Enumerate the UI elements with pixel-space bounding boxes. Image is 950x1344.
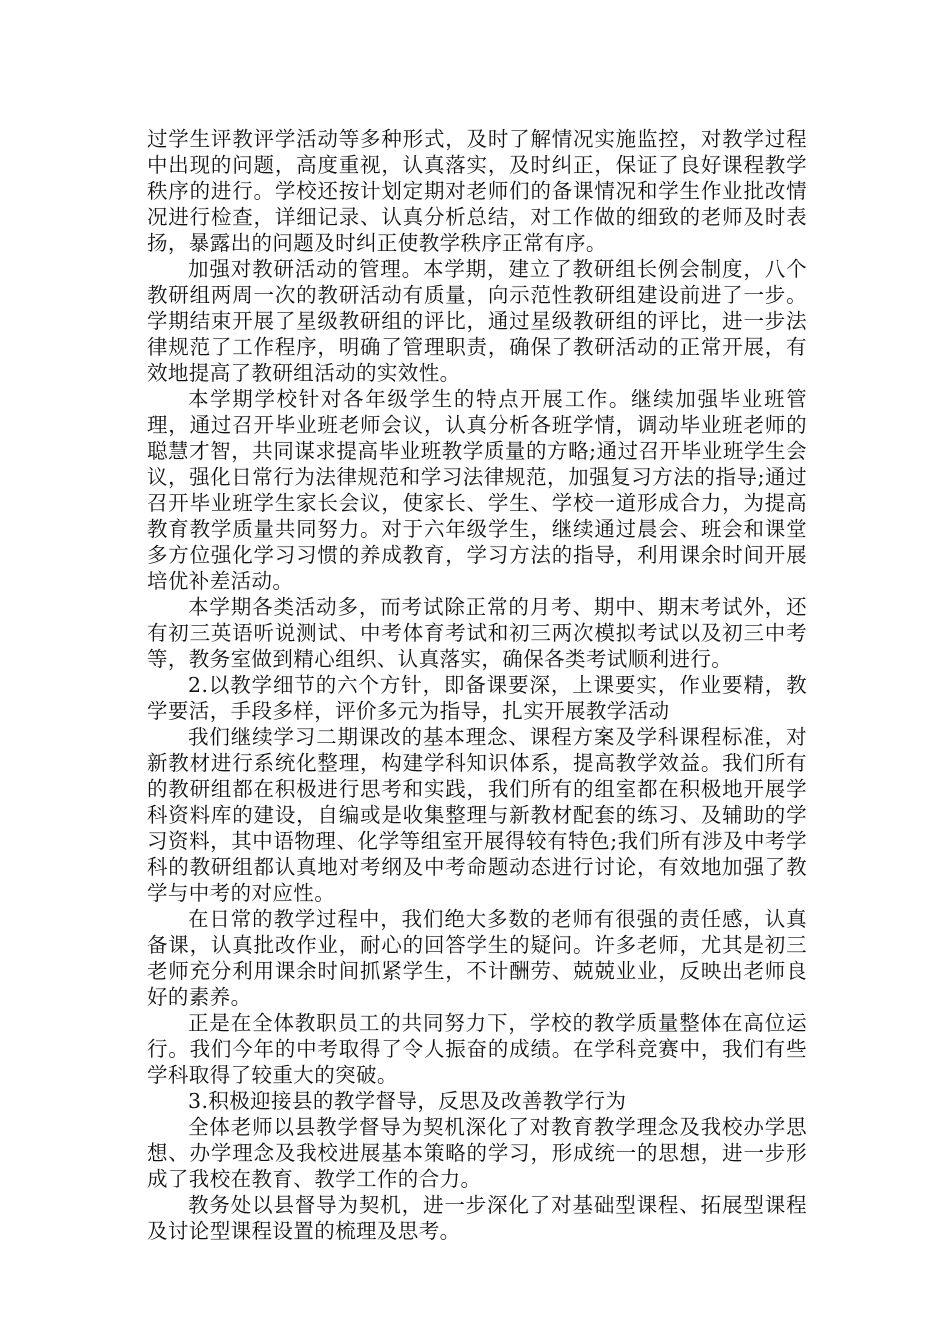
paragraph-exams: 本学期各类活动多，而考试除正常的月考、期中、期末考试外，还有初三英语听说测试、中考体育考试和初三两次模拟考试以及初三中考等，教务室做到精心组织、认真落实，确保各类考试顺利进行。 <box>147 595 807 671</box>
paragraph-inspection-office: 教务处以县督导为契机，进一步深化了对基础型课程、拓展型课程及讨论型课程设置的梳理及思考。 <box>147 1193 807 1243</box>
paragraph-curriculum-reform: 我们继续学习二期课改的基本理念、课程方案及学科课程标准，对新教材进行系统化整理，构建学科知识体系，提高教学效益。我们所有的教研组都在积极进行思考和实践，我们所有的组室都在积极地开展学科资料库的建设，自编或是收集整理与新教材配套的练习、及辅助的学习资料，其中语物理、化学等组室开展得较有特色;我们所有涉及中考学科的教研组都认真地对考纲及中考命题动态进行讨论，有效地加强了教学与中考的对应性。 <box>147 725 807 905</box>
paragraph-teaching-quality: 正是在全体教职员工的共同努力下，学校的教学质量整体在高位运行。我们今年的中考取得了令人振奋的成绩。在学科竞赛中，我们有些学科取得了较重大的突破。 <box>147 1011 807 1087</box>
paragraph-continuation: 过学生评教评学活动等多种形式，及时了解情况实施监控，对教学过程中出现的问题，高度重视，认真落实，及时纠正，保证了良好课程教学秩序的进行。学校还按计划定期对老师们的备课情况和学生作业批改情况进行检查，详细记录、认真分析总结，对工作做的细致的老师及时表扬，暴露出的问题及时纠正使教学秩序正常有序。 <box>147 127 807 255</box>
document-body <box>147 126 807 1244</box>
paragraph-teaching-research-management: 加强对教研活动的管理。本学期，建立了教研组长例会制度，八个教研组两周一次的教研活动有质量，向示范性教研组建设前进了一步。学期结束开展了星级教研组的评比，通过星级教研组的评比，进一步法律规范了工作程序，明确了管理职责，确保了教研活动的正常开展，有效地提高了教研组活动的实效性。 <box>147 257 807 385</box>
paragraph-daily-teaching: 在日常的教学过程中，我们绝大多数的老师有很强的责任感，认真备课，认真批改作业，耐心的回答学生的疑问。许多老师，尤其是初三老师充分利用课余时间抓紧学生，不计酬劳、兢兢业业，反映出老师良好的素养。 <box>147 907 807 1009</box>
paragraph-grade-specific-work: 本学期学校针对各年级学生的特点开展工作。继续加强毕业班管理，通过召开毕业班老师会议，认真分析各班学情，调动毕业班老师的聪慧才智，共同谋求提高毕业班教学质量的方略;通过召开毕业班学生会议，强化日常行为法律规范和学习法律规范，加强复习方法的指导;通过召开毕业班学生家长会议，使家长、学生、学校一道形成合力，为提高教育教学质量共同努力。对于六年级学生，继续通过晨会、班会和课堂多方位强化学习习惯的养成教育，学习方法的指导，利用课余时间开展培优补差活动。 <box>147 387 807 593</box>
section-heading-2: 2.以教学细节的六个方针，即备课要深，上课要实，作业要精，教学要活，手段多样，评价多元为指导，扎实开展教学活动 <box>147 673 807 723</box>
paragraph-inspection-teachers: 全体老师以县教学督导为契机深化了对教育教学理念及我校办学思想、办学理念及我校进展基本策略的学习，形成统一的思想，进一步形成了我校在教育、教学工作的合力。 <box>147 1115 807 1191</box>
section-heading-3: 3.积极迎接县的教学督导，反思及改善教学行为 <box>188 1089 627 1113</box>
